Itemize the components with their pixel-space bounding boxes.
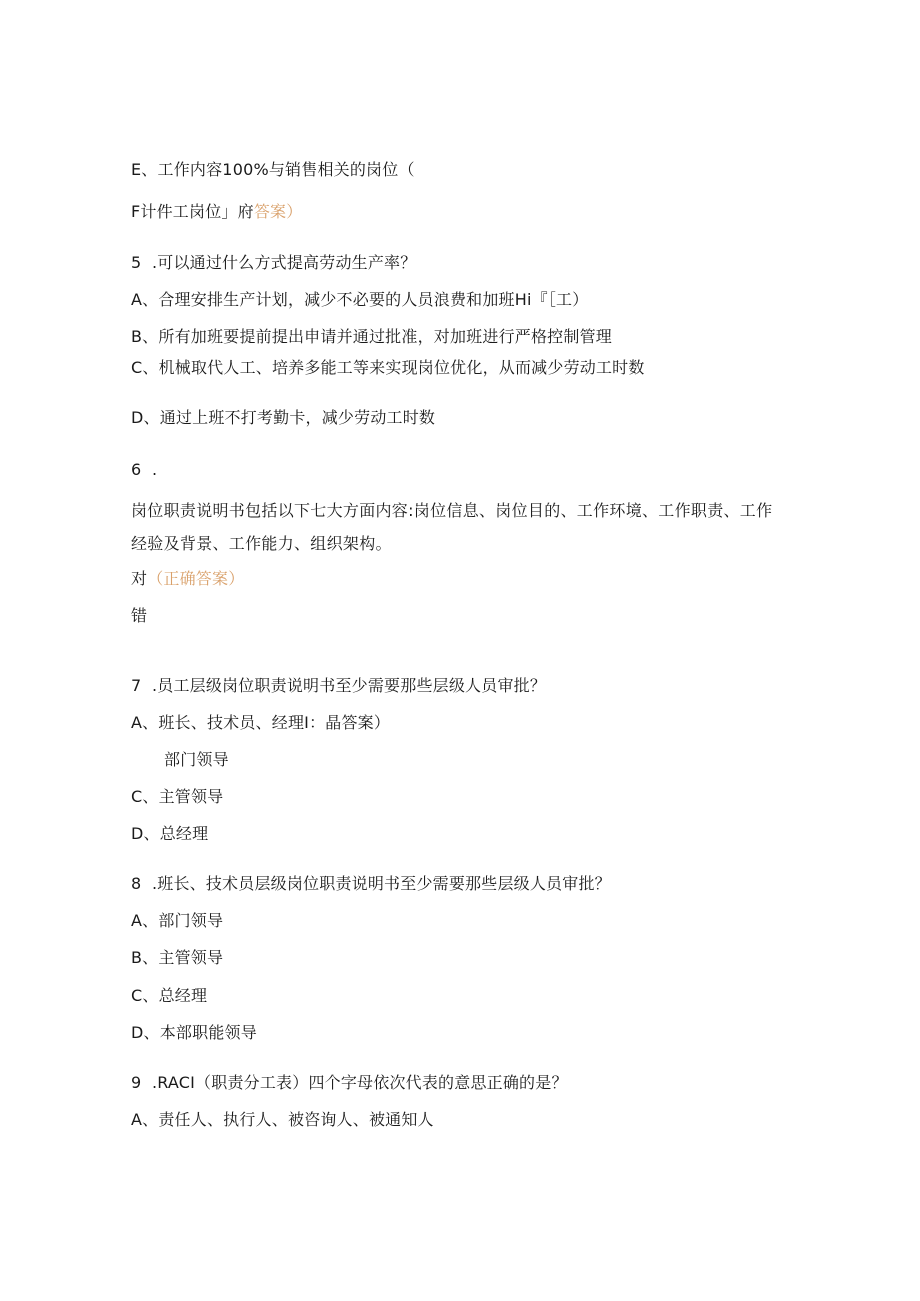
question-8: 8 .班长、技术员层级岗位职责说明书至少需要那些层级人员审批？ [131, 874, 611, 893]
question-8-option-d: D、本部职能领导 [131, 1023, 257, 1042]
question-7-option-b: 部门领导 [164, 750, 229, 769]
option-f-text: F计件工岗位」府 [131, 202, 254, 221]
question-6-option-false: 错 [131, 606, 148, 625]
question-5-option-b: B、所有加班要提前提出申请并通过批准，对加班进行严格控制管理 [131, 327, 612, 346]
option-true-label: 对 [131, 569, 148, 588]
question-8-option-b: B、主管领导 [131, 948, 224, 967]
question-5-option-c: C、机械取代人工、培养多能工等来实现岗位优化，从而减少劳动工时数 [131, 358, 645, 377]
answer-mark: 答案） [253, 202, 303, 221]
question-9: 9 .RACI（职责分工表）四个字母依次代表的意思正确的是？ [131, 1073, 568, 1092]
question-6-option-true [131, 569, 244, 589]
question-5: 5 .可以通过什么方式提高劳动生产率？ [131, 253, 417, 272]
question-5-option-d: D、通过上班不打考勤卡，减少劳动工时数 [131, 408, 436, 427]
question-7: 7 .员工层级岗位职责说明书至少需要那些层级人员审批？ [131, 676, 547, 695]
question-8-option-a: A、部门领导 [131, 911, 224, 930]
question-7-option-d: D、总经理 [131, 824, 209, 843]
correct-answer-mark: （正确答案） [147, 569, 245, 588]
option-f [131, 202, 302, 222]
option-e: E、工作内容100%与销售相关的岗位（ [131, 160, 415, 179]
question-8-option-c: C、总经理 [131, 986, 208, 1005]
question-7-option-a: A、班长、技术员、经理I：晶答案） [131, 713, 391, 732]
question-9-option-a: A、责任人、执行人、被咨询人、被通知人 [131, 1110, 434, 1129]
question-6-text: 岗位职责说明书包括以下七大方面内容:岗位信息、岗位目的、工作环境、工作职责、工作经验及背景、工作能力、组织架构。 [131, 501, 773, 553]
question-7-option-c: C、主管领导 [131, 787, 224, 806]
question-5-option-a: A、合理安排生产计划，减少不必要的人员浪费和加班Hi『［工） [131, 290, 589, 309]
question-6: 6 . [131, 460, 158, 479]
